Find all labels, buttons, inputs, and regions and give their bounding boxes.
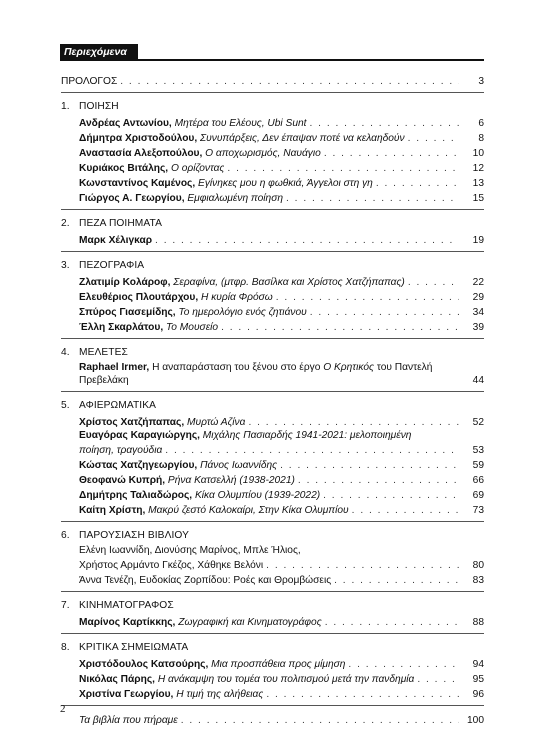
toc-entry[interactable]: Αναστασία Αλεξοπούλου, Ο αποχωρισμός, Ναυάγιο . . . 10 xyxy=(61,145,484,160)
toc-entry-received-books[interactable]: Τα βιβλία που πήραμε . . . 100 xyxy=(61,712,484,727)
section-prose xyxy=(61,258,484,339)
toc-entry[interactable]: Ανδρέας Αντωνίου, Μητέρα του Ελέους, Ubi Sunt . . . 6 xyxy=(61,115,484,130)
toc-entry-line2[interactable]: Πρεβελάκη 44 xyxy=(79,375,484,386)
section-critical-notes xyxy=(61,640,484,706)
section-tributes xyxy=(61,398,484,522)
toc-entry[interactable]: Δήμητρα Χριστοδούλου, Συνυπάρξεις, Δεν έπαψαν ποτέ να κελαηδούν . . . 8 xyxy=(61,130,484,145)
toc-entry[interactable]: Καίτη Χρίστη, Μακρύ ζεστό Καλοκαίρι, Στην Κίκα Ολυμπίου . . . 73 xyxy=(61,502,484,517)
header-tab: Περιεχόμενα xyxy=(60,44,138,60)
section-prose-poems xyxy=(61,216,484,252)
section-heading: 6. ΠΑΡΟΥΣΙΑΣΗ ΒΙΒΛΙΟΥ xyxy=(61,530,189,541)
toc-entry-line1[interactable]: Raphael Irmer, Η αναπαράσταση του ξένου στο έργο Ο Κρητικός του Παντελή xyxy=(79,362,433,373)
section-poetry xyxy=(61,99,484,210)
header-rule xyxy=(60,59,484,61)
toc-entry[interactable]: Χριστίνα Γεωργίου, Η τιμή της αλήθειας . . . 96 xyxy=(61,686,484,701)
table-of-contents xyxy=(61,72,484,737)
toc-entry[interactable]: Μαρίνος Καρτίκκης, Ζωγραφική και Κινηματογράφος . . . 88 xyxy=(61,614,484,629)
section-heading: 5. ΑΦΙΕΡΩΜΑΤΙΚΑ xyxy=(61,400,157,411)
section-heading: 4. ΜΕΛΕΤΕΣ xyxy=(61,347,128,358)
toc-entry-line2[interactable]: ποίηση, τραγούδια . . . 53 xyxy=(61,442,484,457)
toc-entry[interactable]: Κωνσταντίνος Καμένος, Εγίνηκες μου η φωθκιά, Άγγελοι στη γη . . . 13 xyxy=(61,175,484,190)
section-cinema xyxy=(61,598,484,634)
toc-entry[interactable]: Δημήτρης Ταλιαδώρος, Κίκα Ολυμπίου (1939-2022) . . . 69 xyxy=(61,487,484,502)
toc-entry[interactable]: Νικόλας Πάρης, Η ανάκαμψη του τομέα του πολιτισμού μετά την πανδημία . . . 95 xyxy=(61,671,484,686)
toc-entry[interactable]: Άννα Τενέζη, Ευδοκίας Ζορπίδου: Ροές και Θρομβώσεις . . . 83 xyxy=(61,572,484,587)
toc-entry-prologue[interactable]: ΠΡΟΛΟΓΟΣ . . . 3 xyxy=(61,72,484,88)
section-book-presentation xyxy=(61,528,484,592)
toc-entry[interactable]: Κώστας Χατζηγεωργίου, Πάνος Ιωαννίδης . . . 59 xyxy=(61,457,484,472)
toc-entry[interactable]: Έλλη Σκαρλάτου, Το Μουσείο . . . 39 xyxy=(61,319,484,334)
toc-entry-line1[interactable]: Ελένη Ιωαννίδη, Διονύσης Μαρίνος, Μπλε Ήλιος, xyxy=(79,545,301,556)
page-number: 2 xyxy=(60,703,66,715)
toc-entry[interactable]: Γιώργος Α. Γεωργίου, Εμφιαλωμένη ποίηση . . . 15 xyxy=(61,190,484,205)
toc-entry[interactable]: Χριστόδουλος Κατσούρης, Μια προσπάθεια προς μίμηση . . . 94 xyxy=(61,656,484,671)
section-heading: 1. ΠΟΙΗΣΗ xyxy=(61,101,119,112)
toc-entry[interactable]: Σπύρος Γιασεμίδης, Το ημερολόγιο ενός ζητιάνου . . . 34 xyxy=(61,304,484,319)
toc-entry[interactable]: Ελευθέριος Πλουτάρχου, Η κυρία Φρόσω . . . 29 xyxy=(61,289,484,304)
toc-entry[interactable]: Κυριάκος Βιτάλης, Ο ορίζοντας . . . 12 xyxy=(61,160,484,175)
section-heading: 3. ΠΕΖΟΓΡΑΦΙΑ xyxy=(61,260,145,271)
toc-entry-line2[interactable]: Χρήστος Αρμάντο Γκέζος, Χάθηκε Βελόνι . . . 80 xyxy=(61,557,484,572)
section-prologue xyxy=(61,72,484,93)
section-heading: 2. ΠΕΖΑ ΠΟΙΗΜΑΤΑ xyxy=(61,218,162,229)
section-heading: 7. ΚΙΝΗΜΑΤΟΓΡΑΦΟΣ xyxy=(61,600,174,611)
section-heading: 8. ΚΡΙΤΙΚΑ ΣΗΜΕΙΩΜΑΤΑ xyxy=(61,642,189,653)
toc-entry[interactable]: Θεοφανώ Κυπρή, Ρήνα Κατσελλή (1938-2021) . . . 66 xyxy=(61,472,484,487)
toc-entry[interactable]: Μαρκ Χέλιγκαρ . . . 19 xyxy=(61,232,484,247)
toc-entry[interactable]: Ζλατιμίρ Κολάροφ, Σεραφίνα, (μτφρ. Βασίλκα και Χρίστος Χατζήπαπας) . . . 22 xyxy=(61,274,484,289)
section-studies xyxy=(61,345,484,392)
toc-entry-line1[interactable]: Ευαγόρας Καραγιώργης, Μιχάλης Πασιαρδής 1941-2021: μελοποιημένη xyxy=(79,430,412,441)
section-received-books xyxy=(61,712,484,731)
toc-entry[interactable]: Χρίστος Χατζήπαπας, Μυρτώ Αζίνα . . . 52 xyxy=(61,414,484,429)
